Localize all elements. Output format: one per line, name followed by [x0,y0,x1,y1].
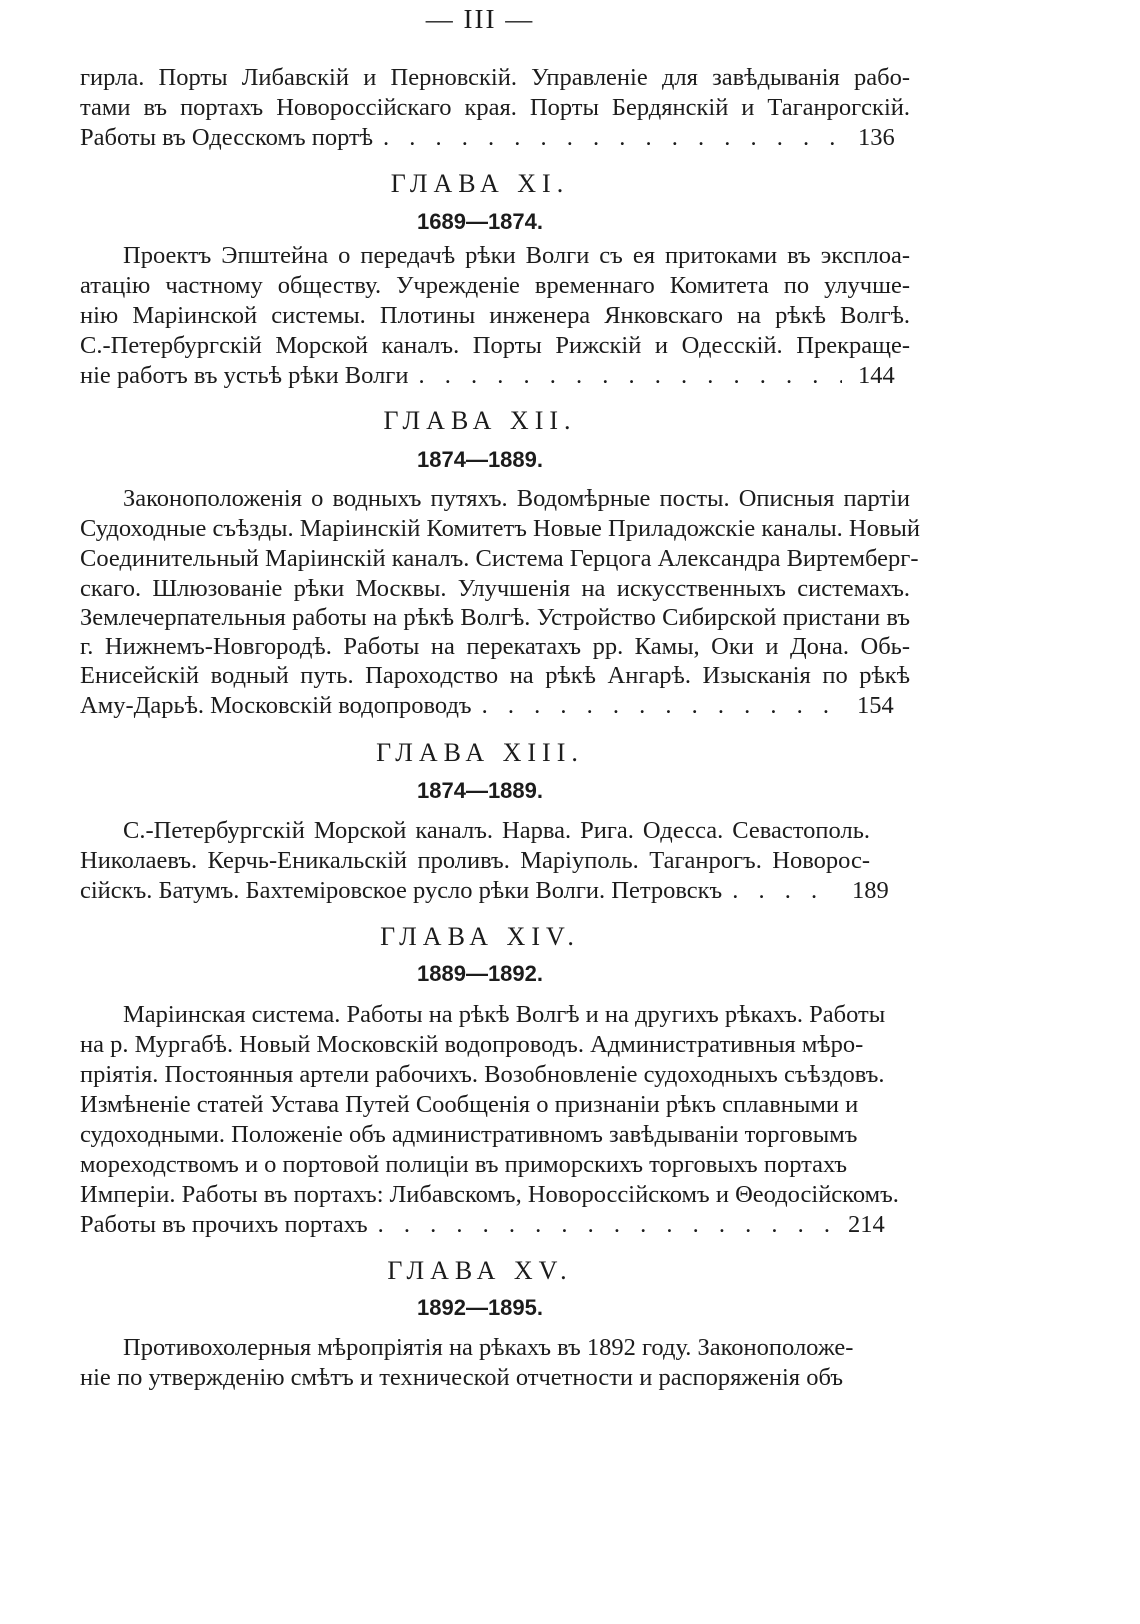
chapter-years: 1874—1889. [417,778,543,803]
toc-line: мореходствомъ и о портовой полиціи въ приморскихъ торговыхъ портахъ [80,1151,847,1178]
toc-line: ніе работъ въ устьѣ рѣки Волги [80,362,409,389]
toc-line: Имперіи. Работы въ портахъ: Либавскомъ, Новороссійскомъ и Θеодосійскомъ. [80,1181,899,1208]
toc-line: Противохолерныя мѣропріятія на рѣкахъ въ 1892 году. Законоположе- [123,1334,854,1361]
toc-page-number: 144 [858,362,895,389]
chapter-heading: ГЛАВА XI. [390,169,570,198]
toc-line: г. Нижнемъ-Новгородѣ. Работы на перекатахъ рр. Камы, Оки и Дона. Обь- [80,633,910,660]
toc-line: Работы въ Одесскомъ портѣ [80,124,374,151]
chapter-heading: ГЛАВА XII. [383,406,577,435]
toc-page-number: 154 [857,692,894,719]
toc-line: скаго. Шлюзованіе рѣки Москвы. Улучшенія на искусственныхъ системахъ. [80,575,910,602]
toc-line: на р. Мургабѣ. Новый Московскій водопроводъ. Административныя мѣро- [80,1031,864,1058]
toc-line: Землечерпательныя работы на рѣкѣ Волгѣ. Устройство Сибирской пристани въ [80,604,910,631]
toc-line: Судоходные съѣзды. Маріинскій Комитетъ Новые Приладожскіе каналы. Новый [80,515,920,542]
toc-line: тами въ портахъ Новороссійскаго края. Порты Бердянскій и Таганрогскій. [80,94,910,121]
chapter-heading: ГЛАВА XIII. [376,738,584,767]
toc-line: С.-Петербургскій Морской каналъ. Порты Рижскій и Одесскій. Прекраще- [80,332,910,359]
toc-entry-last-line [80,123,842,153]
toc-line: Маріинская система. Работы на рѣкѣ Волгѣ и на другихъ рѣкахъ. Работы [123,1001,886,1028]
leader-dots [408,361,842,391]
toc-line: Енисейскій водный путь. Пароходство на рѣкѣ Ангарѣ. Изысканія по рѣкѣ [80,662,910,689]
chapter-years: 1689—1874. [417,209,543,234]
toc-line: Проектъ Эпштейна о передачѣ рѣки Волги съ ея притоками въ эксплоа- [123,242,910,269]
leader-dots [722,876,820,906]
toc-entry-last-line [80,691,842,721]
chapter-years: 1889—1892. [417,961,543,986]
toc-line: Работы въ прочихъ портахъ [80,1211,368,1238]
toc-page-number: 214 [848,1211,885,1238]
chapter-years: 1892—1895. [417,1295,543,1320]
toc-line: Аму-Дарьѣ. Московскій водопроводъ [80,692,472,719]
leader-dots [368,1210,842,1240]
toc-line: сійскъ. Батумъ. Бахтеміровское русло рѣки Волги. Петровскъ [80,877,723,904]
toc-line: Николаевъ. Керчь-Еникальскій проливъ. Маріуполь. Таганрогъ. Новорос- [80,847,870,874]
toc-page-number: 189 [852,877,889,904]
toc-line: Соединительный Маріинскій каналъ. Система Герцога Александра Виртемберг- [80,545,919,572]
toc-entry-last-line [80,361,842,391]
toc-line: нію Маріинской системы. Плотины инженера Янковскаго на рѣкѣ Волгѣ. [80,302,910,329]
toc-line: пріятія. Постоянныя артели рабочихъ. Возобновленіе судоходныхъ съѣздовъ. [80,1061,885,1088]
chapter-heading: ГЛАВА XIV. [380,922,580,951]
toc-line: Законоположенія о водныхъ путяхъ. Водомѣрные посты. Описныя партіи [123,485,910,512]
leader-dots [472,691,842,721]
toc-entry-last-line [80,1210,842,1240]
toc-page-number: 136 [858,124,895,151]
chapter-years: 1874—1889. [417,447,543,472]
toc-line: Измѣненіе статей Устава Путей Сообщенія о признаніи рѣкъ сплавными и [80,1091,859,1118]
toc-line: гирла. Порты Либавскій и Перновскій. Управленіе для завѣдыванія рабо- [80,64,910,91]
toc-line: ніе по утвержденію смѣтъ и технической отчетности и распоряженія объ [80,1364,843,1391]
toc-entry-last-line [80,876,820,906]
toc-line: С.-Петербургскій Морской каналъ. Нарва. Рига. Одесса. Севастополь. [123,817,870,844]
toc-line: атацію частному обществу. Учрежденіе временнаго Комитета по улучше- [80,272,910,299]
toc-line: судоходными. Положеніе объ административномъ завѣдываніи торговымъ [80,1121,858,1148]
page-number: — III — [425,4,535,34]
leader-dots [373,123,842,153]
chapter-heading: ГЛАВА XV. [387,1256,573,1285]
